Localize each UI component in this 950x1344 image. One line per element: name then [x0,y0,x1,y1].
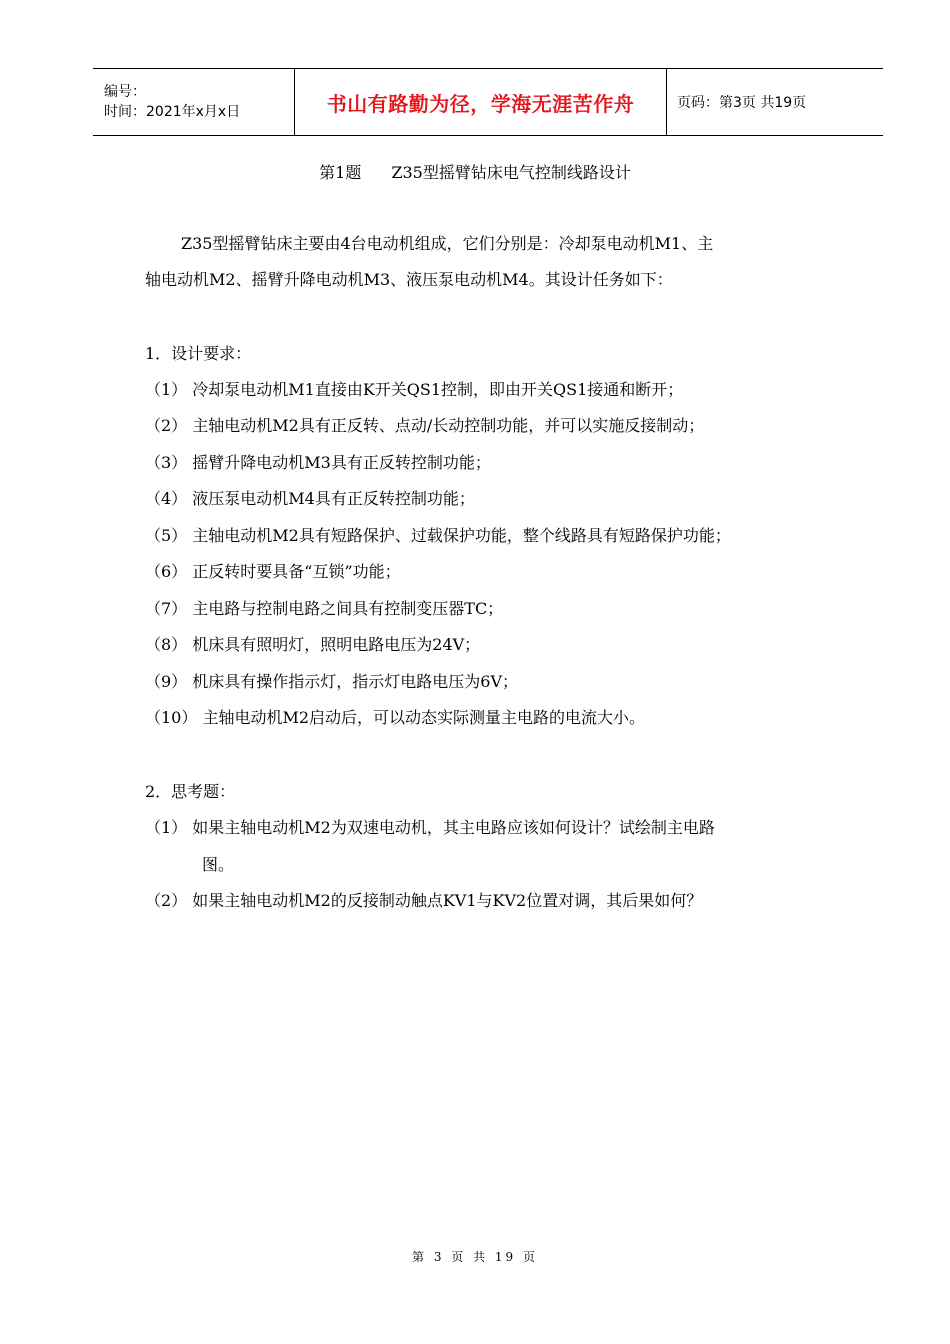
req-item-9: （9） 机床具有操作指示灯，指示灯电路电压为6V； [145,672,519,691]
title-text: Z35型摇臂钻床电气控制线路设计 [391,163,631,182]
question-1-cont: 图。 [202,855,235,874]
header-motto-cell [294,69,667,135]
question-1: （1） 如果主轴电动机M2为双速电动机，其主电路应该如何设计？试绘制主电路 [145,818,715,837]
req-item-7: （7） 主电路与控制电路之间具有控制变压器TC； [145,599,504,618]
header-table [93,68,883,136]
req-item-8: （8） 机床具有照明灯，照明电路电压为24V； [145,635,481,654]
req-item-10: （10） 主轴电动机M2启动后，可以动态实际测量主电路的电流大小。 [145,708,646,727]
motto: 书山有路勤为径，学海无涯苦作舟 [326,91,635,116]
time-label: 时间：2021年x月x日 [104,104,241,120]
page-footer: 第 3 页 共 19 页 [412,1250,538,1264]
title-number: 第1题 [319,163,362,182]
req-item-1: （1） 冷却泵电动机M1直接由K开关QS1控制，即由开关QS1接通和断开； [145,380,684,399]
number-label: 编号： [104,84,146,100]
question-2: （2） 如果主轴电动机M2的反接制动触点KV1与KV2位置对调，其后果如何？ [145,891,703,910]
req-item-3: （3） 摇臂升降电动机M3具有正反转控制功能； [145,453,491,472]
section1-heading: 1．设计要求： [145,344,252,363]
intro-line-2: 轴电动机M2、摇臂升降电动机M3、液压泵电动机M4。其设计任务如下： [145,270,673,289]
header-page-cell [667,69,883,135]
req-item-5: （5） 主轴电动机M2具有短路保护、过载保护功能，整个线路具有短路保护功能； [145,526,731,545]
section2-heading: 2．思考题： [145,782,236,801]
req-item-2: （2） 主轴电动机M2具有正反转、点动/长动控制功能，并可以实施反接制动； [145,416,705,435]
page-code: 页码：第3页 共19页 [677,95,807,111]
intro-line-1: Z35型摇臂钻床主要由4台电动机组成，它们分别是：冷却泵电动机M1、主 [181,234,714,253]
req-item-4: （4） 液压泵电动机M4具有正反转控制功能； [145,489,475,508]
req-item-6: （6） 正反转时要具备“互锁”功能； [145,562,401,581]
header-meta [93,69,294,135]
page-title [0,160,950,183]
